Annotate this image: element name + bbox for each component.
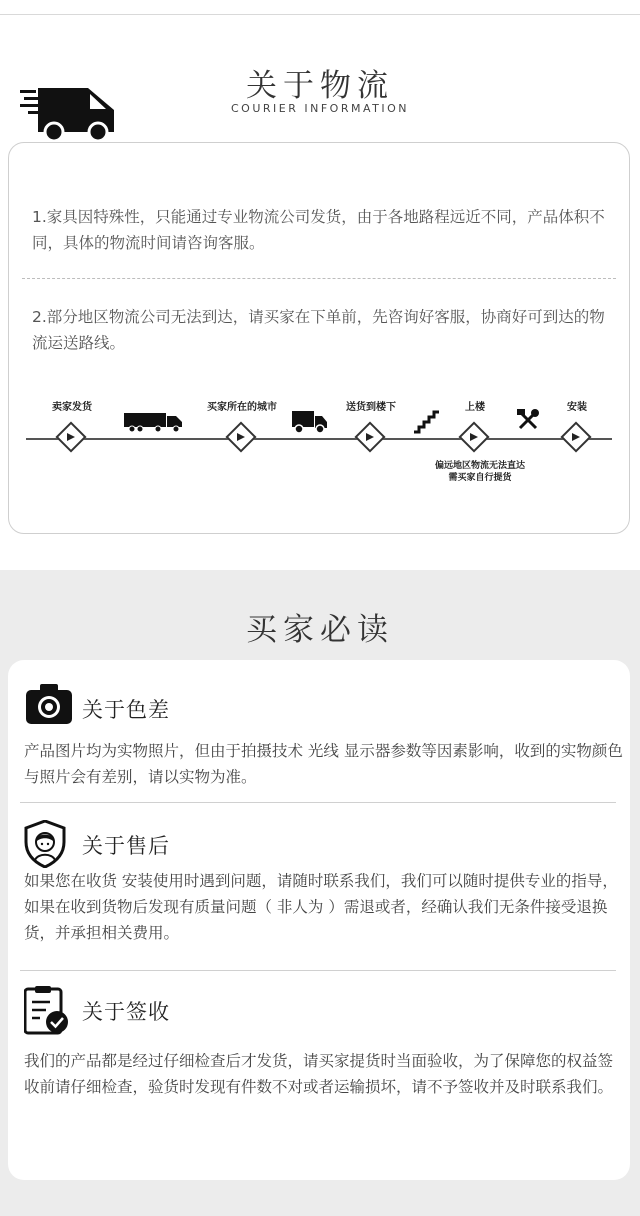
tools-icon xyxy=(516,408,540,432)
stairs-icon xyxy=(414,410,440,434)
item-divider xyxy=(20,802,616,803)
play-diamond-icon xyxy=(354,421,385,452)
note-line-1: 偏远地区物流无法直达 xyxy=(434,461,525,471)
flow-line xyxy=(26,438,612,440)
top-divider xyxy=(0,14,640,15)
item-title-receipt: 关于签收 xyxy=(82,1000,170,1024)
play-diamond-icon xyxy=(225,421,256,452)
stage-label-install: 安装 xyxy=(567,402,587,413)
play-diamond-icon xyxy=(458,421,489,452)
item-title-after-sales: 关于售后 xyxy=(82,834,170,858)
play-diamond-icon xyxy=(560,421,591,452)
camera-icon xyxy=(26,684,72,724)
service-shield-icon xyxy=(24,820,66,868)
dashed-divider xyxy=(22,278,616,279)
courier-paragraph-2: 2.部分地区物流公司无法到达，请买家在下单前，先咨询好客服，协商好可到达的物流运送路线。 xyxy=(32,308,605,352)
stage-label-buyer-city: 买家所在的城市 xyxy=(207,402,277,413)
item-divider xyxy=(20,970,616,971)
item-title-color-difference: 关于色差 xyxy=(82,698,170,722)
item-text-color-difference: 产品图片均为实物照片，但由于拍摄技术 光线 显示器参数等因素影响，收到的实物颜色与照片会有差别，请以实物为准。 xyxy=(24,742,623,786)
stage-label-upstairs: 上楼 xyxy=(465,402,485,413)
play-diamond-icon xyxy=(55,421,86,452)
remote-area-note xyxy=(425,460,535,484)
item-text-receipt: 我们的产品都是经过仔细检查后才发货，请买家提货时当面验收，为了保障您的权益签收前请仔细检查，验货时发现有件数不对或者运输损坏，请不予签收并及时联系我们。 xyxy=(24,1052,614,1096)
box-truck-icon xyxy=(292,409,328,435)
courier-title: 关于物流 xyxy=(246,68,394,104)
courier-paragraph-1: 1.家具因特殊性，只能通过专业物流公司发货，由于各地路程远近不同，产品体积不同，具体的物流时间请咨询客服。 xyxy=(32,208,605,252)
courier-subtitle: COURIER INFORMATION xyxy=(231,102,409,115)
stage-label-seller-ship: 卖家发货 xyxy=(52,402,92,413)
delivery-flow xyxy=(20,392,620,492)
clipboard-check-icon xyxy=(24,986,70,1036)
item-text-after-sales: 如果您在收货 安装使用时遇到问题，请随时联系我们，我们可以随时提供专业的指导，如果在收到货物后发现有质量问题（ 非人为 ）需退或者，经确认我们无条件接受退换货，并承担相关费用。 xyxy=(24,872,618,942)
buyer-title: 买家必读 xyxy=(246,612,394,648)
semi-truck-icon xyxy=(124,411,184,433)
note-line-2: 需买家自行提货 xyxy=(448,473,512,483)
stage-label-downstairs: 送货到楼下 xyxy=(346,402,396,413)
